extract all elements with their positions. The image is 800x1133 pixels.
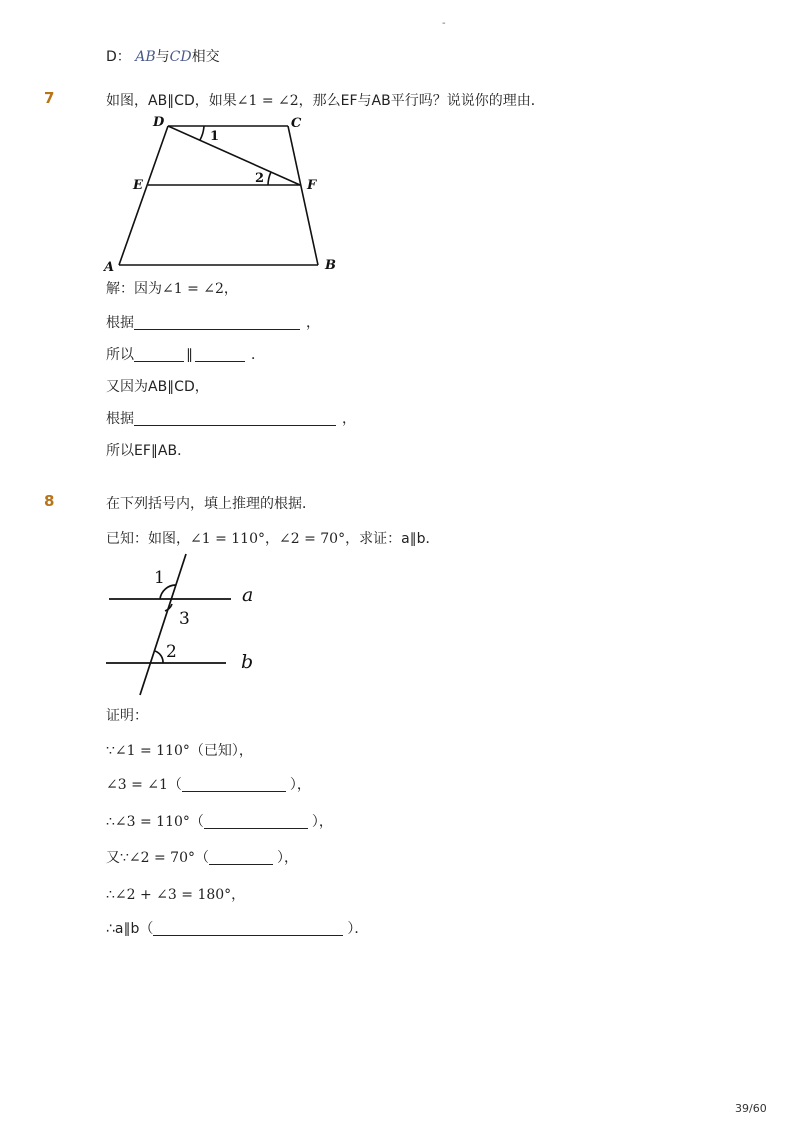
q8-step-4-open: （ bbox=[195, 850, 209, 866]
q8-step-1 bbox=[106, 740, 253, 760]
q8-given-b: ，求证：a∥b． bbox=[345, 531, 440, 547]
q8-given-a: 已知：如图， bbox=[106, 531, 190, 547]
label-a: A bbox=[104, 260, 115, 275]
q7-line-4-a: 又因为AB∥CD， bbox=[106, 379, 209, 395]
segment-cb bbox=[288, 126, 318, 265]
label-line-a: a bbox=[242, 584, 254, 606]
q7-blank-reason-1[interactable] bbox=[134, 315, 300, 330]
q8-step-1-tail: （已知）， bbox=[189, 743, 253, 759]
q8-given bbox=[106, 528, 440, 548]
q7-line-1 bbox=[106, 278, 238, 298]
q8-step-6-close: ）． bbox=[347, 921, 369, 937]
segment-da bbox=[119, 126, 168, 265]
question-number-8: 8 bbox=[44, 492, 55, 510]
q8-step-4 bbox=[106, 847, 298, 867]
q7-line-1-a: 解：因为 bbox=[106, 281, 162, 297]
q8-blank-step-2[interactable] bbox=[182, 777, 286, 792]
angle-2-arc bbox=[268, 172, 271, 185]
label-c: C bbox=[291, 116, 302, 131]
q7-line-2 bbox=[106, 312, 320, 332]
q7-line-4 bbox=[106, 376, 209, 396]
label-angle-1: 1 bbox=[210, 129, 220, 144]
q7-line-6 bbox=[106, 440, 191, 460]
angle-1-arc bbox=[200, 126, 204, 140]
q8-step-4-math: ∵∠2 = 70° bbox=[120, 850, 195, 866]
q7-line-5 bbox=[106, 408, 356, 428]
label-d: D bbox=[153, 115, 165, 130]
q8-prompt: 在下列括号内，填上推理的根据． bbox=[106, 496, 316, 512]
q8-step-4-close: ）， bbox=[277, 850, 298, 866]
q7-prompt bbox=[106, 90, 545, 110]
q8-step-6-open: （ bbox=[139, 921, 154, 937]
label-angle-3-q8: 3 bbox=[179, 609, 190, 629]
q8-step-5-tail: ， bbox=[231, 887, 246, 903]
option-d-cd: CD bbox=[169, 49, 192, 65]
label-b: B bbox=[325, 258, 336, 273]
q7-line-6-a: 所以EF∥AB． bbox=[106, 443, 192, 459]
q7-prompt-math: ∠1 = ∠2 bbox=[236, 93, 299, 109]
header-mark: - bbox=[442, 18, 446, 29]
q8-step-5 bbox=[106, 884, 245, 904]
label-angle-2-q8: 2 bbox=[166, 642, 177, 662]
transversal bbox=[140, 554, 186, 695]
option-d-label: D： bbox=[106, 49, 131, 65]
q8-step-4-pre: 又 bbox=[106, 850, 120, 866]
label-angle-1-q8: 1 bbox=[154, 568, 165, 588]
q7-blank-line-1[interactable] bbox=[134, 347, 184, 362]
q8-proof-title: 证明： bbox=[106, 708, 148, 724]
q8-step-2 bbox=[106, 774, 311, 794]
q8-blank-step-6[interactable] bbox=[153, 921, 343, 936]
q7-line-2-b: ， bbox=[306, 315, 320, 331]
q8-blank-step-4[interactable] bbox=[209, 850, 273, 865]
q7-blank-line-2[interactable] bbox=[195, 347, 245, 362]
q8-step-1-math: ∵∠1 = 110° bbox=[106, 743, 190, 759]
q7-prompt-b: ，那么EF与AB平行吗？说说你的理由． bbox=[298, 93, 545, 109]
q7-blank-reason-2[interactable] bbox=[134, 411, 336, 426]
q8-blank-step-3[interactable] bbox=[204, 814, 308, 829]
q7-line-3 bbox=[106, 344, 265, 364]
q8-step-6-pre: ∴a∥b bbox=[106, 921, 140, 937]
q7-line-1-math: ∠1 = ∠2 bbox=[162, 281, 224, 297]
label-e: E bbox=[133, 178, 143, 193]
segment-df bbox=[168, 126, 300, 185]
q8-step-3-open: （ bbox=[189, 814, 204, 830]
q7-line-5-a: 根据 bbox=[106, 411, 134, 427]
label-f: F bbox=[307, 178, 317, 193]
q7-line-1-b: ， bbox=[223, 281, 238, 297]
q7-line-2-a: 根据 bbox=[106, 315, 134, 331]
q8-step-2-close: ）， bbox=[289, 777, 311, 793]
q8-step-2-math: ∠3 = ∠1 bbox=[106, 777, 168, 793]
option-d-ab: AB bbox=[135, 49, 156, 65]
q7-line-5-b: ， bbox=[342, 411, 356, 427]
q7-line-3-mid: ∥ bbox=[186, 347, 193, 363]
page-number: 39/60 bbox=[735, 1102, 767, 1115]
q8-step-3-close: ）， bbox=[311, 814, 333, 830]
q7-line-3-b: ． bbox=[251, 347, 265, 363]
q8-step-6 bbox=[106, 918, 368, 938]
option-d-tail: 相交 bbox=[191, 49, 220, 65]
q8-step-5-math: ∴∠2 + ∠3 = 180° bbox=[106, 887, 232, 903]
q8-step-3 bbox=[106, 811, 333, 831]
q8-step-3-math: ∴∠3 = 110° bbox=[106, 814, 190, 830]
angle-1-arc bbox=[160, 585, 176, 599]
q8-given-math: ∠1 = 110°，∠2 = 70° bbox=[190, 531, 346, 547]
angle-2-arc bbox=[155, 651, 163, 663]
q8-step-2-open: （ bbox=[167, 777, 182, 793]
q7-line-3-a: 所以 bbox=[106, 347, 134, 363]
label-line-b: b bbox=[241, 651, 254, 673]
label-angle-2: 2 bbox=[255, 171, 265, 186]
angle-3-arc bbox=[165, 604, 172, 611]
q7-prompt-a: 如图，AB∥CD，如果 bbox=[106, 93, 237, 109]
question-number-7: 7 bbox=[44, 89, 55, 107]
option-d-mid: 与 bbox=[155, 49, 170, 65]
option-d bbox=[106, 46, 220, 66]
